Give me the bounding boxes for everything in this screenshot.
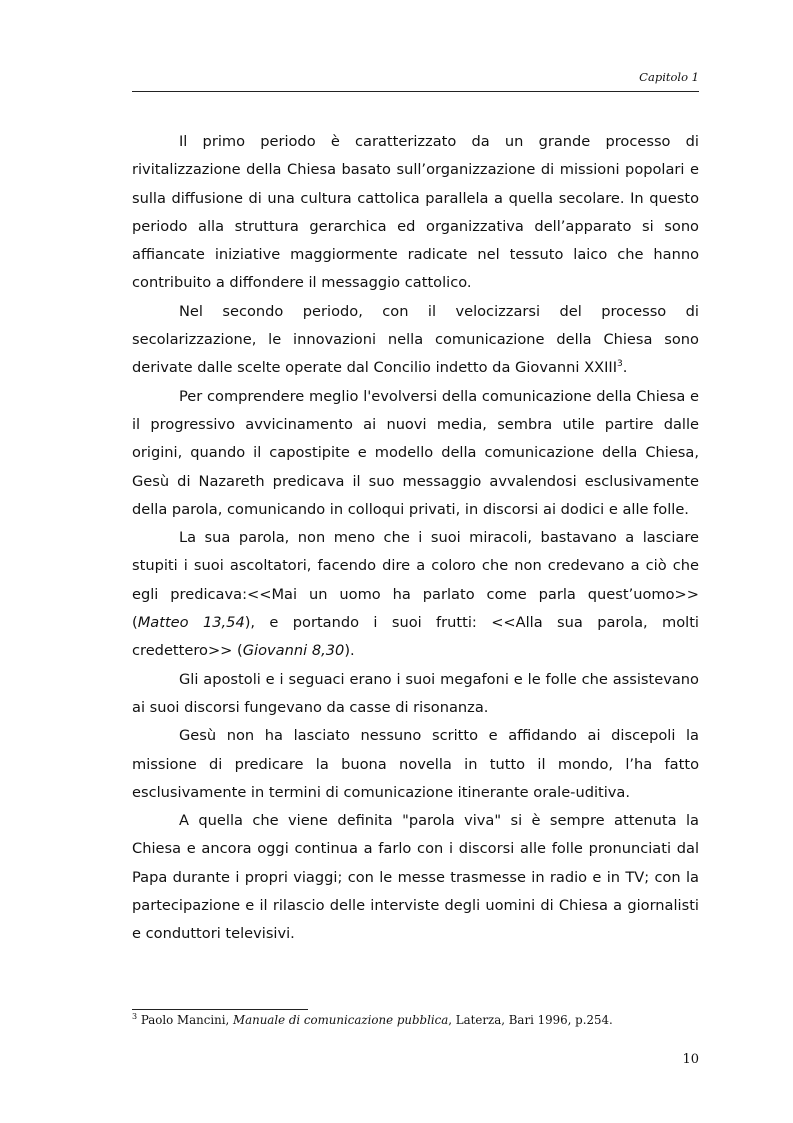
- body-text: [132, 128, 699, 949]
- footnote-author: Paolo Mancini,: [137, 1013, 233, 1027]
- citation-matteo: Matteo 13,54: [137, 614, 245, 632]
- footnote-number: 3: [132, 1012, 138, 1022]
- page-number: 10: [682, 1052, 699, 1067]
- paragraph-7: A quella che viene definita "parola viva" si è sempre attenuta la Chiesa e ancora oggi continua a farlo con i discorsi alle folle pronunciati dal Papa durante i propri viaggi; con le messe trasmesse in radio e in TV; con la partecipazione e il rilascio delle interviste degli uomini di Chiesa a giornalisti e conduttori televisivi.: [132, 812, 699, 943]
- paragraph-4-a: La sua parola, non meno che i suoi miracoli, bastavano a lasciare stupiti i suoi ascoltatori, facendo dire a coloro che non credevano a ciò che egli predicava:<<Mai un uomo ha parlato come parla quest’uomo>> (: [132, 529, 699, 632]
- paragraph-2: [132, 298, 699, 383]
- footnote-ref[interactable]: 3: [617, 359, 623, 370]
- footnote-title: Manuale di comunicazione pubblica: [232, 1013, 449, 1027]
- header-rule: [132, 91, 699, 92]
- running-header: Capitolo 1: [639, 70, 699, 84]
- paragraph-2-tail: .: [622, 359, 628, 377]
- paragraph-1: Il primo periodo è caratterizzato da un grande processo di rivitalizzazione della Chiesa basato sull’organizzazione di missioni popolari e sulla diffusione di una cultura cattolica parallela a quella secolare. In questo periodo alla struttura gerarchica ed organizzativa dell’apparato si sono affiancate iniziative maggiormente radicate nel tessuto laico che hanno contribuito a diffondere il messaggio cattolico.: [132, 133, 699, 292]
- footnote: [132, 1013, 699, 1027]
- footnote-rest: , Laterza, Bari 1996, p.254.: [448, 1013, 613, 1027]
- footnote-rule: [132, 1009, 308, 1010]
- paragraph-4-c: ).: [344, 642, 355, 660]
- paragraph-4-b: ), e portando i suoi frutti: <<Alla sua parola, molti credettero>> (: [132, 614, 699, 660]
- paragraph-4: [132, 524, 699, 665]
- paragraph-5: Gli apostoli e i seguaci erano i suoi megafoni e le folle che assistevano ai suoi discorsi fungevano da casse di risonanza.: [132, 670, 699, 716]
- paragraph-3: Per comprendere meglio l'evolversi della comunicazione della Chiesa e il progressivo avvicinamento ai nuovi media, sembra utile partire dalle origini, quando il capostipite e modello della comunicazione della Chiesa, Gesù di Nazareth predicava il suo messaggio avvalendosi esclusivamente della parola, comunicando in colloqui privati, in discorsi ai dodici e alle folle.: [132, 387, 699, 518]
- paragraph-2-text: Nel secondo periodo, con il velocizzarsi del processo di secolarizzazione, le innovazioni nella comunicazione della Chiesa sono derivate dalle scelte operate dal Concilio indetto da Giovanni XXIII: [132, 302, 699, 377]
- citation-giovanni: Giovanni 8,30: [242, 642, 345, 660]
- paragraph-6: Gesù non ha lasciato nessuno scritto e affidando ai discepoli la missione di predicare la buona novella in tutto il mondo, l’ha fatto esclusivamente in termini di comunicazione itinerante orale-uditiva.: [132, 727, 699, 801]
